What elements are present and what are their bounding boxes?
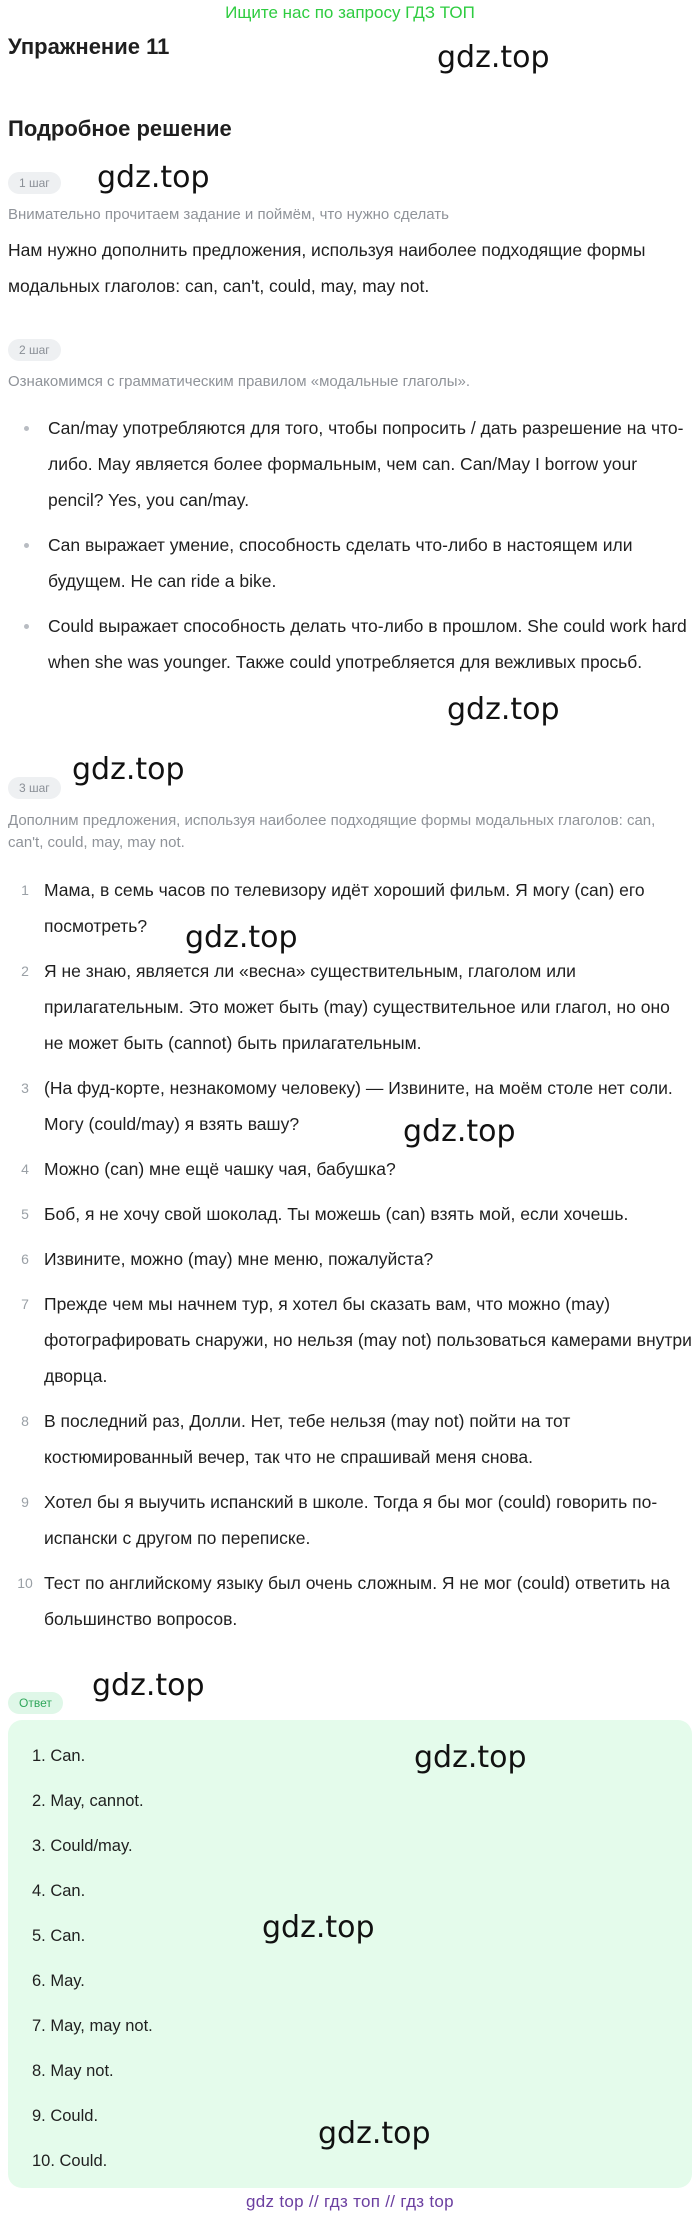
watermark: gdz.top	[97, 160, 210, 195]
sentence-list	[0, 872, 692, 1646]
sentence-number: 7	[21, 1296, 29, 1312]
sentence-item	[0, 953, 692, 1061]
sentence-text: Боб, я не хочу свой шоколад. Ты можешь (can) взять мой, если хочешь.	[44, 1204, 629, 1224]
sentence-number: 9	[21, 1494, 29, 1510]
answer-item: 2. May, cannot.	[32, 1792, 144, 1810]
answer-item: 8. May not.	[32, 2062, 114, 2080]
sentence-item	[0, 1286, 692, 1394]
sentence-number: 4	[21, 1161, 29, 1177]
watermark: gdz.top	[318, 2116, 431, 2151]
sentence-item	[0, 1403, 692, 1475]
sentence-text: В последний раз, Долли. Нет, тебе нельзя (may not) пойти на тот костюмированный вечер, так что не спрашивай меня снова.	[44, 1411, 571, 1467]
step-1-badge: 1 шаг	[8, 172, 61, 194]
answer-item: 4. Can.	[32, 1882, 86, 1900]
sentence-text: Извините, можно (may) мне меню, пожалуйста?	[44, 1249, 434, 1269]
sentence-item	[0, 1196, 692, 1232]
sentence-number: 3	[21, 1080, 29, 1096]
watermark: gdz.top	[185, 920, 298, 955]
sentence-number: 2	[21, 963, 29, 979]
rule-bullet: Can выражает умение, способность сделать что-либо в настоящем или будущем. He can ride a bike.	[0, 527, 692, 599]
sentence-item	[0, 1565, 692, 1637]
step-3-hint: Дополним предложения, используя наиболее подходящие формы модальных глаголов: can, can't, could, may, may not.	[8, 812, 656, 851]
step-1-hint: Внимательно прочитаем задание и поймём, что нужно сделать	[8, 206, 449, 223]
watermark: gdz.top	[437, 40, 550, 75]
sentence-text: Мама, в семь часов по телевизору идёт хороший фильм. Я могу (can) его посмотреть?	[44, 880, 645, 936]
sentence-text: (На фуд-корте, незнакомому человеку) — Извините, на моём столе нет соли. Могу (could/may) я взять вашу?	[44, 1078, 673, 1134]
rule-bullet-list	[0, 410, 692, 689]
answer-item: 3. Could/may.	[32, 1837, 133, 1855]
answer-list	[8, 1720, 692, 2184]
rule-bullet: Could выражает способность делать что-либо в прошлом. She could work hard when she was younger. Также could употребляется для вежливых просьб.	[0, 608, 692, 680]
sentence-text: Я не знаю, является ли «весна» существительным, глаголом или прилагательным. Это может быть (may) существительное или глагол, но оно не может быть (cannot) быть прилагательным.	[44, 961, 670, 1053]
sentence-number: 5	[21, 1206, 29, 1222]
sentence-item	[0, 1070, 692, 1142]
sentence-text: Хотел бы я выучить испанский в школе. Тогда я бы мог (could) говорить по-испански с другом по переписке.	[44, 1492, 658, 1548]
answer-item: 9. Could.	[32, 2107, 99, 2125]
watermark: gdz.top	[72, 752, 185, 787]
watermark: gdz.top	[403, 1114, 516, 1149]
watermark: gdz.top	[92, 1668, 205, 1703]
sentence-text: Тест по английскому языку был очень сложным. Я не мог (could) ответить на большинство вопросов.	[44, 1573, 670, 1629]
answer-item: 10. Could.	[32, 2152, 108, 2170]
step-1-text: Нам нужно дополнить предложения, используя наиболее подходящие формы модальных глаголов: can, can't, could, may, may not.	[8, 240, 646, 296]
answer-item: 1. Can.	[32, 1747, 86, 1765]
sentence-number: 1	[21, 882, 29, 898]
section-title: Подробное решение	[8, 116, 232, 141]
sentence-number: 8	[21, 1413, 29, 1429]
watermark: gdz.top	[447, 692, 560, 727]
footer-links[interactable]: gdz top // гдз топ // гдз top	[246, 2192, 454, 2211]
sentence-text: Можно (can) мне ещё чашку чая, бабушка?	[44, 1159, 396, 1179]
rule-bullet: Can/may употребляются для того, чтобы попросить / дать разрешение на что-либо. May является более формальным, чем can. Can/May I borrow your pencil? Yes, you can/may.	[0, 410, 692, 518]
answer-item: 7. May, may not.	[32, 2017, 153, 2035]
answer-item: 5. Can.	[32, 1927, 86, 1945]
step-3-badge: 3 шаг	[8, 777, 61, 799]
sentence-item	[0, 1151, 692, 1187]
top-banner[interactable]: Ищите нас по запросу ГДЗ ТОП	[225, 3, 475, 22]
answer-item: 6. May.	[32, 1972, 85, 1990]
sentence-text: Прежде чем мы начнем тур, я хотел бы сказать вам, что можно (may) фотографировать снаружи, но нельзя (may not) пользоваться камерами внутри дворца.	[44, 1294, 692, 1386]
sentence-item	[0, 1484, 692, 1556]
sentence-item	[0, 1241, 692, 1277]
sentence-number: 6	[21, 1251, 29, 1267]
step-2-badge: 2 шаг	[8, 339, 61, 361]
exercise-title: Упражнение 11	[8, 34, 170, 59]
watermark: gdz.top	[262, 1910, 375, 1945]
watermark: gdz.top	[414, 1740, 527, 1775]
step-2-hint: Ознакомимся с грамматическим правилом «модальные глаголы».	[8, 373, 471, 390]
sentence-item	[0, 872, 692, 944]
sentence-number: 10	[17, 1575, 33, 1591]
answer-badge: Ответ	[8, 1692, 63, 1714]
